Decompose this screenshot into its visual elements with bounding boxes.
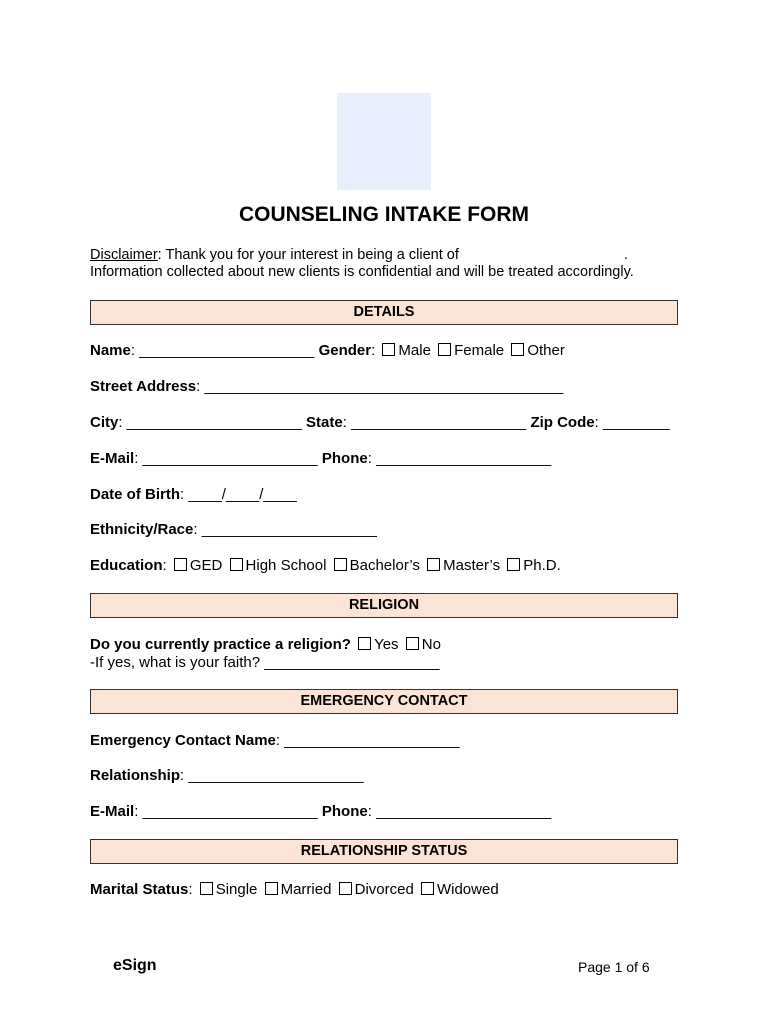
religion-no-checkbox[interactable]: [406, 637, 419, 650]
religion-yes-label: Yes: [374, 636, 399, 653]
state-field[interactable]: : _____________________: [342, 414, 531, 431]
street-field[interactable]: : ___________________________________________: [196, 378, 564, 395]
email-label: E-Mail: [90, 450, 135, 467]
street-row: [90, 378, 563, 396]
ged-label: GED: [189, 557, 223, 574]
phone-label: Phone: [321, 450, 368, 467]
email-field[interactable]: : _____________________: [134, 450, 322, 467]
zip-label: Zip Code: [530, 414, 595, 431]
male-checkbox[interactable]: [382, 343, 395, 356]
city-label: City: [90, 414, 119, 431]
zip-field[interactable]: : ________: [594, 414, 670, 431]
marital-status-row: Marital Status: Single Married Divorced Widowed: [90, 881, 499, 898]
name-field[interactable]: : _____________________: [130, 342, 319, 359]
other-checkbox[interactable]: [511, 343, 524, 356]
religion-row: [90, 636, 441, 654]
emergency-email-phone-row: [90, 803, 551, 821]
ethnicity-row: [90, 521, 377, 539]
religion-yes-checkbox[interactable]: [358, 637, 371, 650]
divorced-label: Divorced: [354, 881, 414, 898]
divorced-checkbox[interactable]: [339, 882, 352, 895]
section-relationship-status: RELATIONSHIP STATUS: [90, 839, 678, 864]
masters-checkbox[interactable]: [427, 558, 440, 571]
bachelors-label: Bachelor’s: [349, 557, 420, 574]
married-checkbox[interactable]: [265, 882, 278, 895]
faith-row[interactable]: [90, 654, 439, 672]
marital-status-label: Marital Status: [90, 881, 189, 898]
phd-checkbox[interactable]: [507, 558, 520, 571]
dob-field[interactable]: : ____/____/____: [180, 486, 297, 503]
emergency-email-field[interactable]: : _____________________: [134, 803, 322, 820]
male-label: Male: [398, 342, 431, 359]
section-details: DETAILS: [90, 300, 678, 325]
emergency-name-label: Emergency Contact Name: [90, 732, 276, 749]
phone-field[interactable]: : _____________________: [367, 450, 552, 467]
relationship-label: Relationship: [90, 767, 181, 784]
emergency-name-row: [90, 732, 459, 750]
other-label: Other: [527, 342, 565, 359]
masters-label: Master’s: [443, 557, 501, 574]
faith-field[interactable]: -If yes, what is your faith? _____________________: [90, 654, 440, 671]
female-label: Female: [454, 342, 505, 359]
single-label: Single: [215, 881, 258, 898]
emergency-name-field[interactable]: : _____________________: [275, 732, 460, 749]
email-phone-row: [90, 450, 551, 468]
married-label: Married: [280, 881, 332, 898]
emergency-email-label: E-Mail: [90, 803, 135, 820]
state-label: State: [306, 414, 343, 431]
city-field[interactable]: : _____________________: [118, 414, 307, 431]
name-gender-row: Name: _____________________ Gender: Male Female Other: [90, 342, 565, 359]
form-title: COUNSELING INTAKE FORM: [238, 203, 530, 226]
high-school-checkbox[interactable]: [230, 558, 243, 571]
relationship-field[interactable]: : _____________________: [180, 767, 364, 784]
dob-row: [90, 486, 297, 504]
disclaimer-label: Disclaimer: [90, 247, 158, 263]
single-checkbox[interactable]: [200, 882, 213, 895]
ethnicity-label: Ethnicity/Race: [90, 521, 194, 538]
disclaimer-text-2: Information collected about new clients is confidential and will be treated accordingly.: [90, 264, 634, 280]
religion-no-label: No: [421, 636, 441, 653]
name-label: Name: [90, 342, 131, 359]
widowed-label: Widowed: [436, 881, 499, 898]
ethnicity-field[interactable]: : _____________________: [193, 521, 377, 538]
education-row: Education: GED High School Bachelor’s Master’s Ph.D.: [90, 557, 561, 574]
high-school-label: High School: [245, 557, 327, 574]
bachelors-checkbox[interactable]: [334, 558, 347, 571]
ged-checkbox[interactable]: [174, 558, 187, 571]
page-number: Page 1 of 6: [578, 959, 650, 975]
city-state-zip-row: [90, 414, 670, 432]
education-label: Education: [90, 557, 163, 574]
street-label: Street Address: [90, 378, 197, 395]
esign-logo: eSign: [113, 957, 157, 974]
emergency-phone-label: Phone: [321, 803, 368, 820]
phd-label: Ph.D.: [523, 557, 561, 574]
gender-label: Gender: [318, 342, 372, 359]
disclaimer: Disclaimer: Thank you for your interest in being a client of . Information collected about new clients is confidential and will be treated accordingly.: [90, 247, 634, 280]
female-checkbox[interactable]: [438, 343, 451, 356]
emergency-phone-field[interactable]: : _____________________: [367, 803, 552, 820]
dob-label: Date of Birth: [90, 486, 180, 503]
religion-question: Do you currently practice a religion?: [90, 636, 351, 653]
section-religion: RELIGION: [90, 593, 678, 618]
relationship-row: [90, 767, 364, 785]
widowed-checkbox[interactable]: [421, 882, 434, 895]
disclaimer-text: : Thank you for your interest in being a client of: [157, 247, 459, 263]
section-emergency-contact: EMERGENCY CONTACT: [90, 689, 678, 714]
logo-placeholder: [337, 93, 431, 190]
